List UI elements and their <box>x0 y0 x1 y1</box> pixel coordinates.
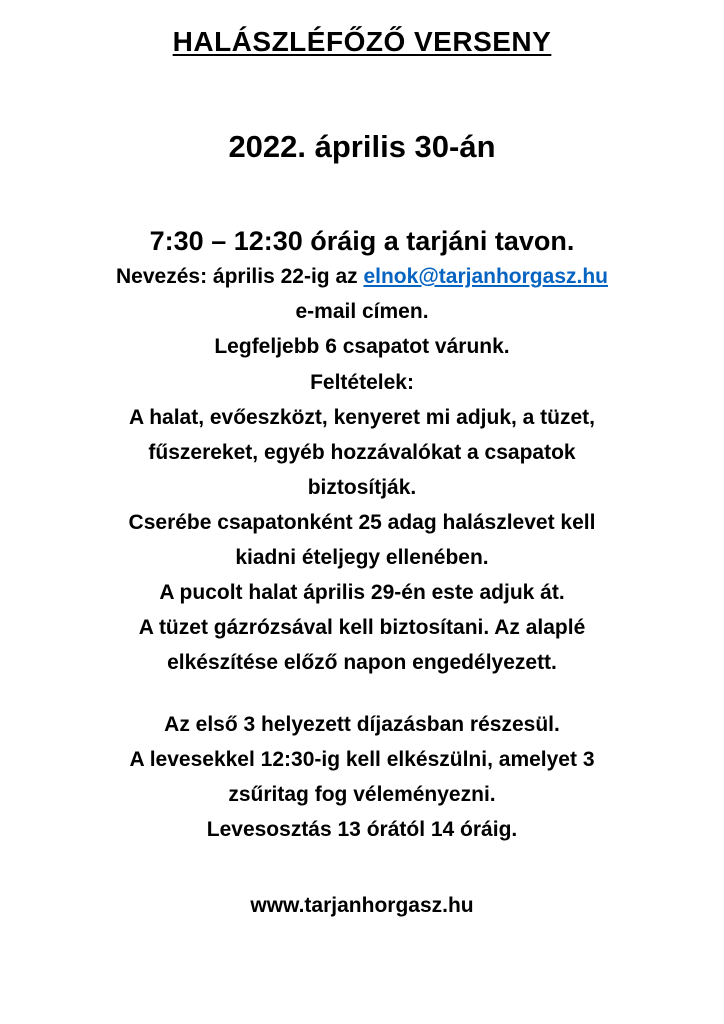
condition-line: A pucolt halat április 29-én este adjuk át. <box>159 581 565 604</box>
condition-line: fűszereket, egyéb hozzávalókat a csapatok <box>148 441 576 464</box>
email-link[interactable]: elnok@tarjanhorgasz.hu <box>363 265 608 288</box>
condition-line: biztosítják. <box>307 476 417 499</box>
page-title: HALÁSZLÉFŐZŐ VERSENY <box>172 26 552 57</box>
prize-line: Levesosztás 13 órától 14 óráig. <box>206 818 518 841</box>
event-time-location: 7:30 – 12:30 óráig a tarjáni tavon. <box>149 226 575 256</box>
condition-line: A halat, evőeszközt, kenyeret mi adjuk, a tüzet, <box>128 406 596 429</box>
prize-line: zsűritag fog véleményezni. <box>228 783 496 806</box>
condition-line: kiadni ételjegy ellenében. <box>235 546 489 569</box>
condition-line: elkészítése előző napon engedélyezett. <box>167 651 557 674</box>
registration-prefix: Nevezés: április 22-ig az <box>116 265 364 288</box>
website-url: www.tarjanhorgasz.hu <box>250 894 474 917</box>
teams-limit: Legfeljebb 6 csapatot várunk. <box>214 335 510 358</box>
event-date: 2022. április 30-án <box>228 129 496 164</box>
condition-line: A tüzet gázrózsával kell biztosítani. Az alaplé <box>138 616 586 639</box>
prize-line: A levesekkel 12:30-ig kell elkészülni, amelyet 3 <box>129 748 595 771</box>
condition-line: Cserébe csapatonként 25 adag halászlevet kell <box>128 511 596 534</box>
prize-line: Az első 3 helyezett díjazásban részesül. <box>164 713 560 736</box>
registration-line <box>0 266 724 287</box>
registration-suffix: e-mail címen. <box>295 300 429 323</box>
conditions-heading: Feltételek: <box>310 371 414 394</box>
